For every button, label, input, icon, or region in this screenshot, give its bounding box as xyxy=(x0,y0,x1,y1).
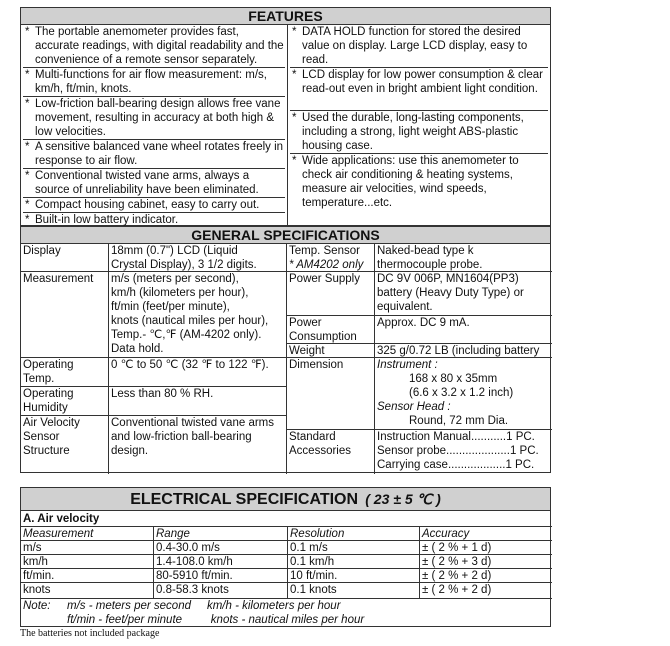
feature-item: * DATA HOLD function for stored the desired value on display. Large LCD display, easy to read. xyxy=(290,25,548,67)
feature-item: * Conventional twisted vane arms, always a source of unreliability have been eliminated. xyxy=(23,168,285,197)
table-cell: 1.4-108.0 km/h xyxy=(156,556,233,568)
temp-sensor-note: * AM4202 only xyxy=(289,259,364,271)
temp-sensor-label: Temp. Sensor xyxy=(289,245,360,257)
col-header-resolution: Resolution xyxy=(290,528,345,540)
general-title: GENERAL SPECIFICATIONS xyxy=(21,227,550,244)
feature-item: * A sensitive balanced vane wheel rotates freely in response to air flow. xyxy=(23,139,285,168)
table-cell: 10 ft/min. xyxy=(290,570,338,582)
feature-item: * The portable anemometer provides fast, accurate readings, with digital readability and the convenience of a remote sensor separately. xyxy=(23,25,285,67)
electrical-condition: ( 23 ± 5 ℃ ) xyxy=(365,491,441,507)
weight-label: Weight xyxy=(289,345,325,357)
col-header-range: Range xyxy=(156,528,190,540)
power-supply-label: Power Supply xyxy=(289,273,360,285)
table-cell: ft/min. xyxy=(23,570,55,582)
measurement-value: m/s (meters per second), km/h (kilometers per hour), ft/min (feet/per minute), knots (nautical miles per hour), Temp.- ℃,℉ (AM-4202 only). Data hold. xyxy=(111,273,269,355)
operating-humidity-value: Less than 80 % RH. xyxy=(111,388,214,400)
accessories-value: Instruction Manual...........1 PC. Sensor probe....................1 PC. Carrying case..................1 PC. xyxy=(377,431,539,471)
note-line-1: m/s - meters per second km/h - kilometers per hour xyxy=(67,600,341,612)
features-left-list xyxy=(21,25,287,227)
footer-note: The batteries not included package xyxy=(20,628,160,639)
instrument-value: 168 x 80 x 35mm (6.6 x 3.2 x 1.2 inch) xyxy=(409,373,514,399)
features-section xyxy=(20,7,551,226)
table-cell: 0.1 km/h xyxy=(290,556,335,568)
table-cell: ± ( 2 % + 2 d) xyxy=(422,570,492,582)
electrical-specification xyxy=(20,487,551,627)
table-cell: 0.4-30.0 m/s xyxy=(156,542,220,554)
instrument-label: Instrument : xyxy=(377,359,438,371)
table-cell: 0.1 m/s xyxy=(290,542,328,554)
electrical-title-bar xyxy=(21,488,550,511)
power-consumption-label: Power Consumption xyxy=(289,317,357,343)
operating-temp-label: Operating Temp. xyxy=(23,359,74,385)
table-cell: ± ( 2 % + 2 d) xyxy=(422,584,492,596)
general-specifications xyxy=(20,226,551,473)
accessories-label: Standard Accessories xyxy=(289,431,351,457)
sensor-structure-value: Conventional twisted vane arms and low-friction ball-bearing design. xyxy=(111,417,274,457)
table-cell: ± ( 2 % + 1 d) xyxy=(422,542,492,554)
note-line-2: ft/min - feet/per minute knots - nautical miles per hour xyxy=(67,614,365,626)
table-cell: km/h xyxy=(23,556,48,568)
operating-temp-value: 0 ℃ to 50 ℃ (32 ℉ to 122 ℉). xyxy=(111,359,269,371)
table-cell: ± ( 2 % + 3 d) xyxy=(422,556,492,568)
table-cell: knots xyxy=(23,584,51,596)
sensor-head-value: Round, 72 mm Dia. xyxy=(409,415,509,427)
sensor-structure-label: Air Velocity Sensor Structure xyxy=(23,417,80,457)
electrical-title: ELECTRICAL SPECIFICATION xyxy=(130,491,359,508)
measurement-label: Measurement xyxy=(23,273,94,285)
temp-sensor-value: Naked-bead type k thermocouple probe. xyxy=(377,245,483,271)
display-label: Display xyxy=(23,245,61,257)
power-consumption-value: Approx. DC 9 mA. xyxy=(377,317,470,329)
table-cell: m/s xyxy=(23,542,42,554)
dimension-label: Dimension xyxy=(289,359,344,371)
power-supply-value: DC 9V 006P, MN1604(PP3) battery (Heavy Duty Type) or equivalent. xyxy=(377,273,524,313)
air-velocity-section: A. Air velocity xyxy=(23,513,100,525)
feature-item: * Used the durable, long-lasting components, including a strong, light weight ABS-plastic housing case. xyxy=(290,110,548,153)
table-cell: 0.8-58.3 knots xyxy=(156,584,229,596)
col-header-measurement: Measurement xyxy=(23,528,94,540)
feature-item: * Wide applications: use this anemometer to check air conditioning & heating systems, measure air velocities, wind speeds, temperature...etc. xyxy=(290,153,548,210)
features-right-list xyxy=(288,25,550,210)
weight-value: 325 g/0.72 LB (including battery xyxy=(377,345,540,357)
feature-item: * Low-friction ball-bearing design allows free vane movement, resulting in accuracy at both high & low velocities. xyxy=(23,96,285,139)
feature-item: * Built-in low battery indicator. xyxy=(23,212,285,227)
feature-item: * Compact housing cabinet, easy to carry out. xyxy=(23,197,285,212)
table-cell: 0.1 knots xyxy=(290,584,337,596)
table-cell: 80-5910 ft/min. xyxy=(156,570,233,582)
feature-item: * LCD display for low power consumption & clear read-out even in bright ambient light condition. xyxy=(290,67,548,110)
features-title: FEATURES xyxy=(21,8,550,25)
col-header-accuracy: Accuracy xyxy=(422,528,470,540)
display-value: 18mm (0.7") LCD (Liquid Crystal Display), 3 1/2 digits. xyxy=(111,245,257,271)
sensor-head-label: Sensor Head : xyxy=(377,401,451,413)
note-label: Note: xyxy=(23,600,51,612)
feature-item: * Multi-functions for air flow measurement: m/s, km/h, ft/min, knots. xyxy=(23,67,285,96)
operating-humidity-label: Operating Humidity xyxy=(23,388,74,414)
